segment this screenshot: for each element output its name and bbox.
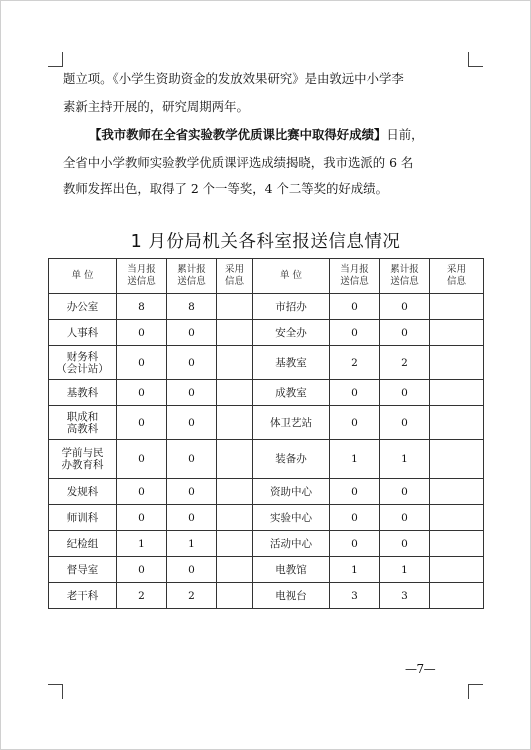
adopted-count — [217, 346, 253, 380]
page-number: —7— — [405, 662, 436, 676]
cumulative-count: 0 — [167, 505, 217, 531]
unit-name: 实验中心 — [253, 505, 330, 531]
cumulative-count: 0 — [380, 406, 430, 440]
cumulative-count: 0 — [380, 531, 430, 557]
current-count: 0 — [117, 440, 167, 479]
unit-name: 电教馆 — [253, 557, 330, 583]
unit-name: 基教室 — [253, 346, 330, 380]
table-row — [49, 479, 484, 505]
cumulative-count: 3 — [380, 583, 430, 609]
cumulative-count: 0 — [380, 294, 430, 320]
header-cumulative: 累计报 送信息 — [380, 259, 430, 294]
current-count: 0 — [330, 380, 380, 406]
header-current: 当月报 送信息 — [117, 259, 167, 294]
adopted-count — [430, 346, 484, 380]
cumulative-count: 8 — [167, 294, 217, 320]
adopted-count — [217, 380, 253, 406]
news-headline: 【我市教师在全省实验教学优质课比赛中取得好成绩】 — [89, 127, 387, 142]
current-count: 0 — [330, 531, 380, 557]
table-title: 1 月份局机关各科室报送信息情况 — [130, 232, 401, 252]
unit-name: 学前与民 办教育科 — [49, 440, 117, 479]
current-count: 1 — [117, 531, 167, 557]
unit-name: 体卫艺站 — [253, 406, 330, 440]
unit-name: 办公室 — [49, 294, 117, 320]
crop-mark-top-right — [468, 52, 483, 67]
current-count: 0 — [117, 479, 167, 505]
adopted-count — [430, 380, 484, 406]
info-report-table — [48, 258, 484, 609]
paragraph-line: 教师发挥出色，取得了 2 个一等奖，4 个二等奖的好成绩。 — [63, 181, 388, 196]
table-row — [49, 583, 484, 609]
unit-name: 师训科 — [49, 505, 117, 531]
header-adopted: 采用 信息 — [430, 259, 484, 294]
adopted-count — [430, 583, 484, 609]
unit-name: 督导室 — [49, 557, 117, 583]
news-item-first-line — [89, 122, 473, 148]
header-current: 当月报 送信息 — [330, 259, 380, 294]
cumulative-count: 0 — [380, 479, 430, 505]
table-row — [49, 346, 484, 380]
adopted-count — [217, 320, 253, 346]
current-count: 0 — [117, 557, 167, 583]
unit-name: 老干科 — [49, 583, 117, 609]
cumulative-count: 0 — [167, 406, 217, 440]
table-body — [49, 294, 484, 609]
adopted-count — [217, 505, 253, 531]
unit-name: 财务科 （会计站） — [49, 346, 117, 380]
adopted-count — [430, 531, 484, 557]
cumulative-count: 2 — [380, 346, 430, 380]
header-cumulative: 累计报 送信息 — [167, 259, 217, 294]
header-adopted: 采用 信息 — [217, 259, 253, 294]
current-count: 3 — [330, 583, 380, 609]
table-row — [49, 531, 484, 557]
paragraph-line: 素新主持开展的，研究周期两年。 — [63, 99, 249, 114]
unit-name: 活动中心 — [253, 531, 330, 557]
cumulative-count: 2 — [167, 583, 217, 609]
unit-name: 市招办 — [253, 294, 330, 320]
adopted-count — [217, 440, 253, 479]
adopted-count — [217, 479, 253, 505]
crop-mark-top-left — [48, 52, 63, 67]
adopted-count — [430, 294, 484, 320]
adopted-count — [430, 320, 484, 346]
table-row — [49, 320, 484, 346]
unit-name: 发规科 — [49, 479, 117, 505]
current-count: 1 — [330, 557, 380, 583]
cumulative-count: 0 — [380, 380, 430, 406]
paragraph-line: 题立项。《小学生资助资金的发放效果研究》是由敦远中小学李 — [63, 71, 404, 86]
current-count: 0 — [117, 346, 167, 380]
unit-name: 装备办 — [253, 440, 330, 479]
crop-mark-bottom-left — [48, 684, 63, 699]
current-count: 2 — [117, 583, 167, 609]
current-count: 0 — [117, 505, 167, 531]
header-unit: 单 位 — [253, 259, 330, 294]
cumulative-count: 1 — [167, 531, 217, 557]
adopted-count — [217, 531, 253, 557]
adopted-count — [430, 440, 484, 479]
unit-name: 职成和 高教科 — [49, 406, 117, 440]
current-count: 2 — [330, 346, 380, 380]
cumulative-count: 0 — [380, 320, 430, 346]
current-count: 0 — [117, 406, 167, 440]
current-count: 0 — [330, 294, 380, 320]
current-count: 8 — [117, 294, 167, 320]
current-count: 0 — [330, 406, 380, 440]
table-row — [49, 557, 484, 583]
adopted-count — [217, 406, 253, 440]
unit-name: 纪检组 — [49, 531, 117, 557]
unit-name: 成教室 — [253, 380, 330, 406]
table-row — [49, 406, 484, 440]
cumulative-count: 0 — [167, 380, 217, 406]
cumulative-count: 0 — [167, 479, 217, 505]
unit-name: 电视台 — [253, 583, 330, 609]
current-count: 0 — [330, 505, 380, 531]
paragraph-line: 全省中小学教师实验教学优质课评选成绩揭晓，我市选派的 6 名 — [63, 155, 414, 170]
adopted-count — [430, 406, 484, 440]
cumulative-count: 1 — [380, 557, 430, 583]
adopted-count — [217, 557, 253, 583]
adopted-count — [430, 557, 484, 583]
cumulative-count: 0 — [167, 557, 217, 583]
unit-name: 基教科 — [49, 380, 117, 406]
cumulative-count: 0 — [167, 440, 217, 479]
unit-name: 人事科 — [49, 320, 117, 346]
adopted-count — [217, 583, 253, 609]
current-count: 1 — [330, 440, 380, 479]
table-row — [49, 294, 484, 320]
current-count: 0 — [117, 320, 167, 346]
table-row — [49, 440, 484, 479]
cumulative-count: 0 — [167, 346, 217, 380]
adopted-count — [430, 479, 484, 505]
adopted-count — [430, 505, 484, 531]
cumulative-count: 1 — [380, 440, 430, 479]
adopted-count — [217, 294, 253, 320]
current-count: 0 — [330, 320, 380, 346]
unit-name: 资助中心 — [253, 479, 330, 505]
unit-name: 安全办 — [253, 320, 330, 346]
header-unit: 单 位 — [49, 259, 117, 294]
cumulative-count: 0 — [380, 505, 430, 531]
table-header-row — [49, 259, 484, 294]
current-count: 0 — [330, 479, 380, 505]
table-row — [49, 505, 484, 531]
table-row — [49, 380, 484, 406]
current-count: 0 — [117, 380, 167, 406]
cumulative-count: 0 — [167, 320, 217, 346]
paragraph-text: 日前， — [386, 127, 424, 142]
crop-mark-bottom-right — [468, 684, 483, 699]
